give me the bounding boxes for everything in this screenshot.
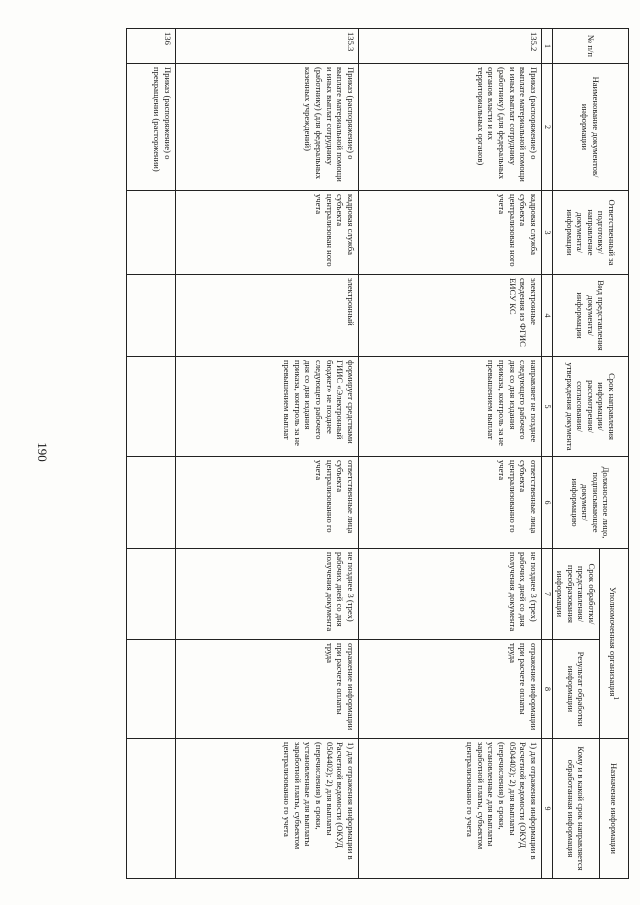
col-header-type: Вид представления документа/ информации	[552, 275, 628, 357]
column-number: 4	[541, 275, 552, 357]
row-processing: не позднее 3 (трех) рабочих дней со дня получения документа	[358, 549, 541, 640]
column-number: 9	[541, 739, 552, 879]
row-result	[126, 640, 175, 739]
row-official	[126, 457, 175, 549]
row-result: отражение информации при расчете оплаты труда	[175, 640, 358, 739]
col-header-processing: Срок обработки/ представления/ преобразования информации	[552, 549, 599, 640]
rotated-page-content	[152, 28, 629, 878]
header-row-group	[600, 29, 629, 879]
document-table	[126, 28, 629, 879]
row-result: отражение информации при расчете оплаты труда	[358, 640, 541, 739]
row-processing: не позднее 3 (трех) рабочих дней со дня получения документа	[175, 549, 358, 640]
row-document-name: Приказ (распоряжение) о выплате материальной помощи и иных выплат сотруднику (работнику) (для федеральных органов власти и их территориальных органов)	[358, 64, 541, 191]
group-header-authorized-org	[600, 549, 629, 739]
row-type: электронный	[175, 275, 358, 357]
footnote-mark: 1	[612, 696, 621, 700]
row-document-name: Приказ (распоряжение) о выплате материальной помощи и иных выплат сотруднику (работнику) (для федеральных казенных учреждений)	[175, 64, 358, 191]
col-header-official: Должностное лицо, подписывающее документ/ информацию	[552, 457, 628, 549]
column-number: 7	[541, 549, 552, 640]
column-number-row	[541, 29, 552, 879]
table-row	[126, 29, 175, 879]
col-header-num: № п/п	[552, 29, 628, 64]
column-number: 2	[541, 64, 552, 191]
table-row	[358, 29, 541, 879]
row-type	[126, 275, 175, 357]
row-recipient: 1) для отражения информации в Расчетной ведомости (ОКУД 0504402); 2) для выплаты (перечисления) в сроки, установленные для выплаты заработной платы, субъектом централизованно го учета	[175, 739, 358, 879]
col-header-responsible: Ответственный за подготовку/ направление документа/ информации	[552, 191, 628, 275]
row-recipient	[126, 739, 175, 879]
col-header-deadline: Срок направления информации/ рассмотрения/ согласования/ утверждения документа	[552, 357, 628, 457]
row-responsible	[126, 191, 175, 275]
row-responsible: кадровая служба субъекта централизован ного учета	[175, 191, 358, 275]
column-number: 8	[541, 640, 552, 739]
row-responsible: кадровая служба субъекта централизован ного учета	[358, 191, 541, 275]
col-header-result: Результат обработки информации	[552, 640, 599, 739]
column-number: 1	[541, 29, 552, 64]
row-deadline: формирует средствами ГИИС «Электронный бюджет» не позднее следующего рабочего дня со дня издания приказа, контроль за не превышением выплат	[175, 357, 358, 457]
row-deadline	[126, 357, 175, 457]
group-header-purpose: Назначение информации	[600, 739, 629, 879]
col-header-recipient: Кому и в какой срок направляется обработанная информация	[552, 739, 599, 879]
row-deadline: направляет не позднее следующего рабочего дня со дня издания приказа, контроль за не превышением выплат	[358, 357, 541, 457]
row-document-name: Приказ (распоряжение) о прекращении (расторжении)	[126, 64, 175, 191]
row-official: ответственные лица субъекта централизованно го учета	[175, 457, 358, 549]
row-processing	[126, 549, 175, 640]
group-header-authorized-org-label: Уполномоченная организация	[608, 587, 619, 697]
page-number: 190	[35, 442, 50, 462]
row-number: 136	[126, 29, 175, 64]
table-row	[175, 29, 358, 879]
col-header-name: Наименование документов/ информации	[552, 64, 628, 191]
column-number: 5	[541, 357, 552, 457]
column-number: 3	[541, 191, 552, 275]
column-number: 6	[541, 457, 552, 549]
row-type: электронные сведения из ФГИС ЕИСУ КС	[358, 275, 541, 357]
row-recipient: 1) для отражения информации в Расчетной ведомости (ОКУД 0504402); 2) для выплаты (перечисления) в сроки, установленные для выплаты заработной платы, субъектом централизованно го учета	[358, 739, 541, 879]
row-number: 135.3	[175, 29, 358, 64]
row-number: 135.2	[358, 29, 541, 64]
row-official: ответственные лица субъекта централизованно го учета	[358, 457, 541, 549]
